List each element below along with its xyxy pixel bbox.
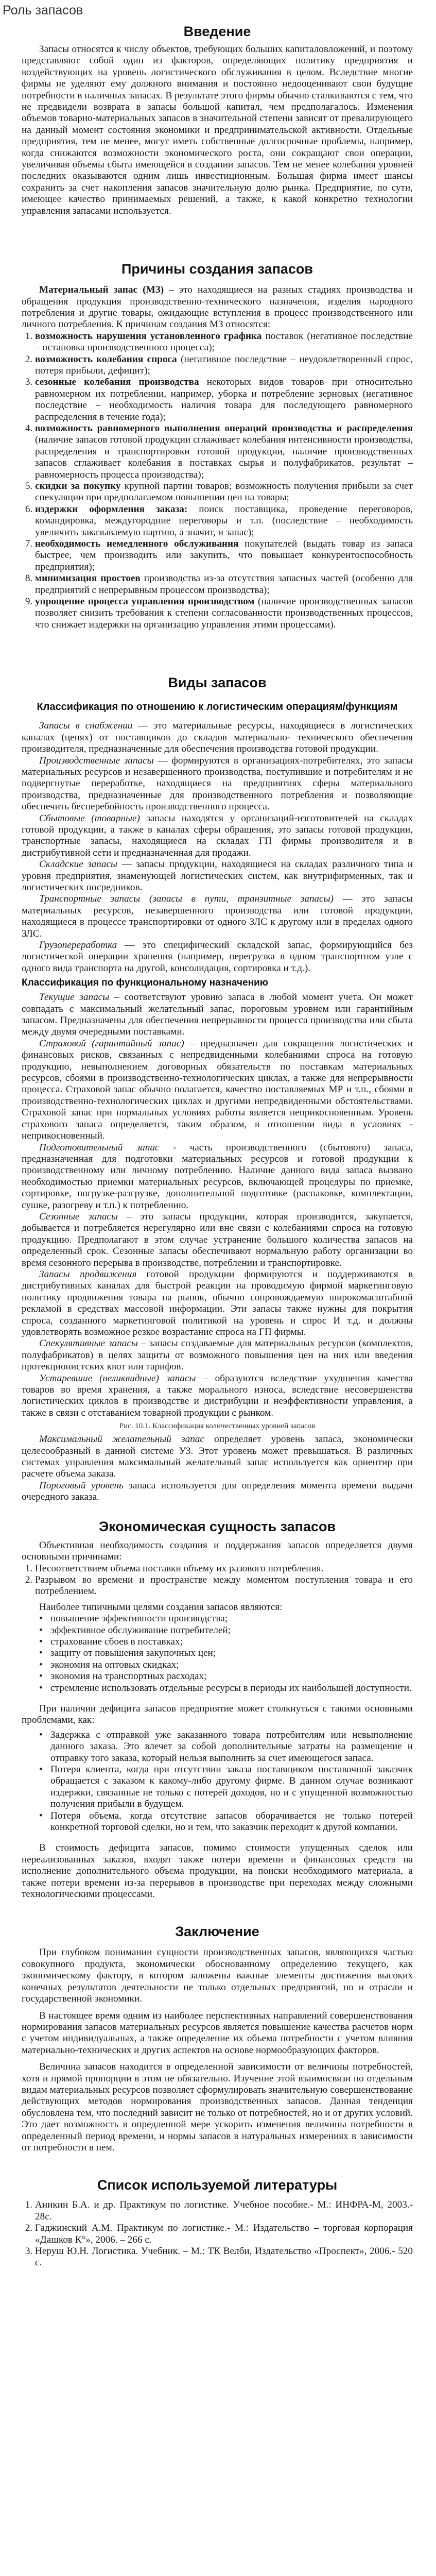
causes-item: 3. сезонные колебания производства некоторых видов товаров при относительно равномерном их потреблении, например, уборка и потребление зерновых (негативное последствие – необходимость наличия товара для последующего равномерного распределения в течение года); [35,377,413,423]
func-heading: Классификация по функциональному назначению [22,977,268,989]
essence-reasons [22,1563,413,1598]
intro-heading: Введение [183,24,251,39]
goal-item: • эффективное обслуживание потребителей; [50,1625,413,1636]
problem-item: • Потеря клиента, когда при отсутствии заказа поставщиком поставочной заказчик обращается с заказом к какому-либо другому фирме. В данном случае возникают издержки, связанные не только с потерей доходов, но и с упущенной возможностью получения прибыли в будущем. [50,1764,413,1810]
essence-closing: В стоимость дефицита запасов, помимо стоимости упущенных сделок или нереализованных заказов, входят также потери времени и финансовых средств на исполнение дополнительного объема продукции, на поиски необходимого материала, а также потери времени из-за перерывов в производстве при переходах между сложными технологическими процессами. [22,1842,413,1900]
causes-item: 7. необходимость немедленного обслуживания покупателей (выдать товар из запаса быстрее, чем производить или закупить, что повышает конкурентоспособность предприятия); [35,538,413,573]
goal-item: • страхование сбоев в поставках; [50,1636,413,1648]
level-paragraph: Максимальный желательный запас определяет уровень запаса, экономически целесообразный в данной системе УЗ. Этот уровень может превышаться. В различных системах управления максимальный желательный запас используется как ориентир при расчете объема заказа. [22,1434,413,1480]
conclusion-heading: Заключение [175,1924,259,1940]
causes-lead [22,284,413,331]
func-section [22,992,413,1419]
problem-item: • Задержка с отправкой уже заказанного товара потребителям или невыполнение данного заказа. Это влечет за собой дополнительные затраты на размещение и отправку того заказа, который нельзя выполнить за счет имеющегося запаса. [50,1730,413,1764]
conclusion-paragraph: В настоящее время одним из наиболее перспективных направлений совершенствования нормирования запасов материальных ресурсов является повышение качества расчетов норм с учетом индивидуальных, а также определение их объема потребности с учетом влияния материально-технических и других аспектов на основе нормообразующих факторов. [22,2010,413,2056]
reason-item: 1. Несоответствием объема поставки объему их разового потребления. [35,1563,413,1574]
document-body [22,24,413,2269]
types-paragraph: Складские запасы — запасы продукции, находящиеся на складах различного типа и уровня предприятия, знаменующей логистических систем, как внутрифирменных, так и логистических посредников. [22,859,413,893]
figure-caption: Рис. 10.1. Классификация количественных уровней запасов [119,1422,316,1431]
func-paragraph: Запасы продвижения готовой продукции формируются и поддерживаются в дистрибутивных каналах для быстрой реакции на проводимую фирмой маркетинговую политику продвижения товара на рынок, обычно сопровождаемую широкомасштабной рекламой в средствах массовой информации. Эти запасы также нужны для покрытия спроса, созданного маркетинговой политикой на уровень и спрос И т.д. и должны удовлетворять возможное резкое возрастание спроса на ГП фирмы. [22,1268,413,1337]
types-heading: Виды запасов [168,675,267,691]
causes-list [22,331,413,631]
problems-intro: При наличии дефицита запасов предприятие может столкнуться с такими основными проблемами, как: [22,1703,413,1726]
ref-item: 3. Неруш Ю.Н. Логистика. Учебник. – М.: ТК Велби, Издательство «Проспект», 2006.- 520 с. [35,2246,413,2269]
goal-item: • защиту от повышения закупочных цен; [50,1648,413,1659]
types-paragraph: Производственные запасы — формируются в организациях-потребителях, это запасы материальных ресурсов и незавершенного производства, поступившие и потребителям и не подвергнутые переработке, находящиеся на предприятиях сферы материального производства, предназначенные для производственного потребления и позволяющие обеспечить бесперебойность производственного процесса. [22,755,413,812]
ref-item: 2. Гаджинский А.М. Практикум по логистике.- М.: Издательство – торговая корпорация «Дашков К°», 2006. – 266 с. [35,2223,413,2246]
func-paragraph: Подготовительный запас - часть производственного (сбытового) запаса, предназначенная для подготовки материальных ресурсов и готовой продукции к производственному или личному потреблению. Наличие данного вида запаса вызвано необходимостью приемки материальных ресурсов, включающей процедуры по приемке, сортировке, погрузке-разгрузке, дополнительной подготовке (распаковке, комплектации, сушке, разогреву и т.п.) к потреблению. [22,1142,413,1211]
page-title: Роль запасов [3,3,83,18]
conclusion-section [22,1947,413,2154]
types-paragraph: Грузопереработка — это специфический складской запас, формирующийся без логистической операции хранения (например, перегрузка в одном транспортном узле с одного вида транспорта на другой, консолидация, сортировка и т.д.). [22,940,413,974]
goals-list [22,1613,413,1694]
conclusion-paragraph: При глубоком понимании сущности производственных запасов, являющихся частью совокупного продукта, экономически обоснованному определению текущего, как экономическому фактору, в котором заложены важные элементы достижения высоких конечных результатов деятельности не только отдельных предприятий, но и отрасли и государственной экономики. [22,1947,413,2005]
types-section [22,720,413,974]
essence-intro: Объективная необходимость создания и поддержания запасов определяется двумя основными причинами: [22,1539,413,1563]
causes-item: 6. издержки оформления заказа: поиск поставщика, проведение переговоров, командировка, междугородние переговоры и т.п. (последствие – необходимость увеличить заказываемую партию, а значит, и запас); [35,504,413,538]
func-paragraph: Устаревшие (неликвидные) запасы – образуются вследствие ухудшения качества товаров во время хранения, а также морального износа, вследствие несовершенства логистических циклов в производстве и дистрибуции и неэффективности управления, а также в связи с отставанием товарной продукции с рынком. [22,1372,413,1418]
causes-item: 4. возможность равномерного выполнения операций производства и распределения (наличие запасов готовой продукции сглаживает колебания интенсивности производства, распределения и транспортировки готовой продукции, наличие производственных запасов сглаживает колебания в поставках сырья и полуфабрикатов, результат – равномерность процесса производства); [35,423,413,481]
func-paragraph: Спекулятивные запасы – запасы создаваемые для материальных ресурсов (комплектов, полуфабрикатов) в целях защиты от возможного повышения цен на них или введения протекционистских квот или тарифов. [22,1338,413,1372]
causes-item: 9. упрощение процесса управления производством (наличие производственных запасов позволяет снизить требования к степени согласованности производственных процессов, что снижает издержки на организацию управления этими процессами). [35,596,413,631]
goal-item: • повышение эффективности производства; [50,1613,413,1624]
goal-item: • стремление использовать отдельные ресурсы в периоды их наибольшей доступности. [50,1683,413,1694]
refs-heading: Список используемой литературы [97,2177,338,2193]
causes-lead-text: – это находящиеся на разных стадиях производства и обращения продукция производственно-технического назначения, изделия народного потребления и другие товары, ожидающие вступления в процесс производственного или личного потребления. К причинам создания МЗ относятся: [22,284,413,330]
reason-item: 2. Разрывом во времени и пространстве между моментом поступления товара и его потреблением. [35,1574,413,1598]
goals-intro: Наиболее типичными целями создания запасов являются: [39,1601,283,1613]
problem-item: • Потеря объема, когда отсутствие запасов оборачивается не только потерей конкретной торговой сделки, но и тем, что заказчик переходит к другой компании. [50,1810,413,1834]
func-paragraph: Страховой (гарантийный запас) – предназначен для сокращения логистических и финансовых рисков, связанных с непредвиденными колебаниями спроса на готовую продукцию, невыполнением договорных обязательств по поставкам материальных ресурсов, сбоями в производственно-технологических циклах, а также для непрерывности процесса. Страховой запас обычно полагается, качество поставляемых МР и т.п., сбоями в производственно-технологических циклах и другими непредвиденными обстоятельствами. Страховой запас при нормальных условиях работы является неприкосновенным. Уровень страхового запаса определяется, таким образом, в отношении вида в условиях - неприкосновенный. [22,1038,413,1142]
func-paragraph: Текущие запасы – соответствуют уровню запаса в любой момент учета. Он может совпадать с максимальный желательный запас, пороговым уровнем или гарантийным запасом. Предназначены для обеспечения непрерывности процесса производства или сбыта между двумя очередными поставками. [22,992,413,1038]
ref-item: 1. Аникин Б.А. и др. Практикум по логистике. Учебное пособие.- М.: ИНФРА-М, 2003.- 28с. [35,2199,413,2223]
types-subheading: Классификация по отношению к логистическим операциям/функциям [37,701,398,713]
func-paragraph: Сезонные запасы – это запасы продукции, которая производится, закупается, добывается и потребляется нерегулярно или вне связи с колебаниями спроса на готовую продукцию. Предполагают в этом случае устранение большого количества запасов на определенный срок. Сезонные запасы обеспечивают нормальную работу организации во время сезонного перерыва в производстве, потреблении и транспортировке. [22,1211,413,1268]
problems-list [22,1730,413,1834]
refs-list [22,2199,413,2268]
causes-lead-term: Материальный запас (МЗ) [39,284,164,296]
types-paragraph: Сбытовые (товарные) запасы находятся у организаций-изготовителей на складах готовой продукции, а также в каналах сферы обращения, это запасы готовой продукции, транспортные запасы, находящиеся на складах ГП фирмы производителя и в дистрибутивной сети и предназначенная для продажи. [22,812,413,858]
conclusion-paragraph: Величина запасов находится в определенной зависимости от величины потребностей, хотя и прямой пропорции в этом не обязательно. Изучение этой взаимосвязи по отдельным видам материальных ресурсов позволяет сформулировать значительную совершенствование действующих методов нормирования производственных запасов. Данная тенденция обусловлена тем, что последний зависит не только от потребностей, но и от других условий. Это дает возможность в опредленной мере ускорить изменения величины потребности в определенный период времени, и нормы запасов в натуральных измерениях в зависимости от потребности в нем. [22,2061,413,2153]
types-paragraph: Транспортные запасы (запасы в пути, транзитные запасы) — это запасы материальных ресурсов, незавершенного производства или готовой продукции, находящиеся в процессе транспортировки от одного ЗЛС к другому или в пределах одного ЗЛС. [22,893,413,939]
essence-heading: Экономическая сущность запасов [98,1518,336,1534]
levels-section [22,1434,413,1503]
causes-item: 2. возможность колебания спроса (негативное последствие – неудовлетворенный спрос, потеря прибыли, дефицит); [35,354,413,377]
types-paragraph: Запасы в снабжении — это материальные ресурсы, находящиеся в логистических каналах (цепях) от поставщиков до складов материально- технического обеспечения производителя, предназначенные для обеспечения производства готовой продукции. [22,720,413,755]
causes-item: 8. минимизация простоев производства из-за отсутствия запасных частей (особенно для предприятий с непрерывным процессом производства); [35,573,413,596]
intro-paragraph: Запасы относятся к числу объектов, требующих больших капиталовложений, и поэтому представляют собой один из факторов, определяющих политику предприятия и воздействующих на уровень логистического обслуживания в целом. Вследствие многие фирмы не уделяют ему должного внимания и постоянно недооценивают свои будущие потребности в наличных запасах. В результате этого фирмы обычно сталкиваются с тем, что не предвидели возврата в запасы большой капитал, чем предполагалось. Изменения объемов товарно-материальных запасов в значительной степени зависят от превалирующего на данный момент состояния экономики и предпринимательской активности. Отдельные предприятия, тем не менее, могут иметь собственные долгосрочные проблемы, например, когда снижаются возможности экономического роста, они сокращают свои операции, увеличивая объемы сбыта имеющейся в создании запасов. Тем не менее колебания уровней последних оказываются одним лишь инвестиционным. Большая фирма имеет шансы сохранить за счет накопления запасов значительную долю рынка. Предприятие, по сути, имеющее качество принимаемых решений, а также, к какой конкретно технологии управления запасами используется. [22,44,413,216]
causes-item: 5. скидки за покупку крупной партии товаров; возможность получения прибыли за счет спекуляции при предполагаемом повышении цен на товары; [35,481,413,504]
goal-item: • экономия на транспортных расходах; [50,1671,413,1682]
level-paragraph: Пороговый уровень запаса используется для определения момента времени выдачи очередного заказа. [22,1480,413,1503]
causes-heading: Причины создания запасов [121,261,313,277]
goal-item: • экономия на оптовых скидках; [50,1659,413,1671]
causes-item: 1. возможность нарушения установленного графика поставок (негативное последствие – остановка производственного процесса); [35,331,413,354]
